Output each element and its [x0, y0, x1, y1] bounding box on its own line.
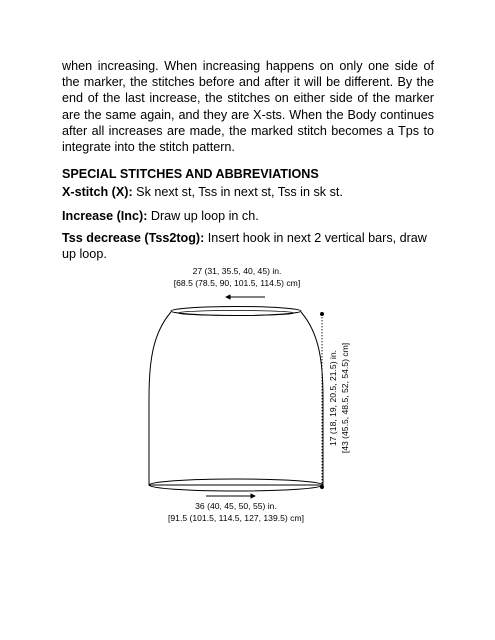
definition-term: X-stitch (X): [62, 185, 133, 199]
definition-term: Increase (Inc): [62, 209, 148, 223]
section-heading: SPECIAL STITCHES AND ABBREVIATIONS [62, 167, 319, 181]
top-opening-inner-ellipse [178, 311, 294, 316]
body-paragraph: when increasing. When increasing happens on only one side of the marker, the stitches before and after it will be different. By the end of the last increase, the stitches on either side of the marker are the same again, and they are X-sts. When the Body continues after all increases are made, the marked stitch becomes a Tps to integrate into the stitch pattern. [62, 59, 434, 155]
definition-text: Draw up loop in ch. [147, 209, 259, 223]
body-outline [149, 312, 323, 485]
length-top-dot [320, 312, 324, 316]
length-bottom-dot [320, 485, 324, 489]
bottom-width-label-in: 36 (40, 45, 50, 55) in. [195, 501, 277, 511]
length-label-in: 17 (18, 19, 20.5, 21.5) in. [328, 349, 338, 447]
definition-text: Insert hook in next 2 vertical bars, draw up loop. [62, 231, 427, 261]
bottom-width-label-cm: [91.5 (101.5, 114.5, 127, 139.5) cm] [168, 513, 304, 523]
length-labels [328, 343, 350, 453]
definition-term: Tss decrease (Tss2tog): [62, 231, 205, 245]
top-width-label-in: 27 (31, 35.5, 40, 45) in. [192, 266, 282, 276]
top-width-label-cm: [68.5 (78.5, 90, 101.5, 114.5) cm] [173, 278, 301, 288]
length-label-cm: [43 (45.5, 48.5, 52, 54.5) cm] [340, 342, 350, 454]
definition-text: Sk next st, Tss in next st, Tss in sk st. [132, 185, 343, 199]
